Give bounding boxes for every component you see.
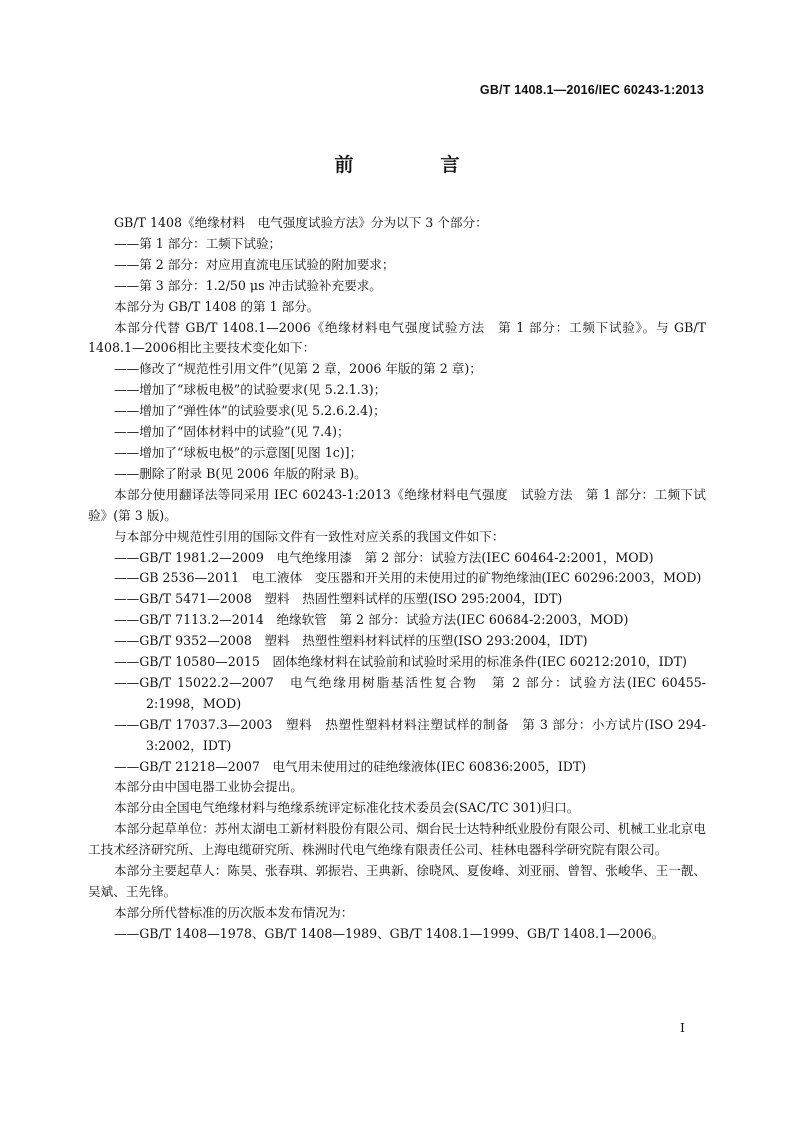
part-list-item: ——第 2 部分：对应用直流电压试验的附加要求； <box>114 256 395 272</box>
page-number: I <box>680 1020 685 1035</box>
reference-list-item: ——GB/T 15022.2—2007 电气绝缘用树脂基活性复合物 第 2 部分：试验方法(IEC 60455-2:1998，MOD) <box>114 674 706 711</box>
proposed-paragraph: 本部分由中国电器工业协会提出。 <box>114 779 303 795</box>
page-title: 前 言 <box>334 154 494 176</box>
part-list-item: ——第 1 部分：工频下试验； <box>114 235 282 251</box>
this-part-paragraph: 本部分为 GB/T 1408 的第 1 部分。 <box>114 298 320 314</box>
change-list-item: ——增加了“固体材料中的试验”(见 7.4)； <box>114 424 350 440</box>
references-intro-paragraph: 与本部分中规范性引用的国际文件有一致性对应关系的我国文件如下： <box>114 528 505 544</box>
change-list-item: ——增加了“球板电极”的试验要求(见 5.2.1.3)； <box>114 382 387 398</box>
centralized-paragraph: 本部分由全国电气绝缘材料与绝缘系统评定标准化技术委员会(SAC/TC 301)归口。 <box>114 800 580 816</box>
reference-list-item: ——GB 2536—2011 电工液体 变压器和开关用的未使用过的矿物绝缘油(IEC 60296:2003，MOD) <box>114 570 702 586</box>
reference-list-item: ——GB/T 7113.2—2014 绝缘软管 第 2 部分：试验方法(IEC 60684-2:2003，MOD) <box>114 612 629 628</box>
history-intro-paragraph: 本部分所代替标准的历次版本发布情况为： <box>114 904 354 920</box>
reference-list-item: ——GB/T 1981.2—2009 电气绝缘用漆 第 2 部分：试验方法(IEC 60464-2:2001，MOD) <box>114 549 654 565</box>
change-list-item: ——增加了“球板电极”的示意图[见图 1c)]； <box>114 444 363 460</box>
reference-list-item: ——GB/T 9352—2008 塑料 热塑性塑料材料试样的压塑(ISO 293:2004，IDT) <box>114 633 588 649</box>
reference-list-item: ——GB/T 17037.3—2003 塑料 热塑性塑料材料注塑试样的制备 第 3 部分：小方试片(ISO 294-3:2002，IDT) <box>114 716 706 753</box>
reference-list-item: ——GB/T 10580—2015 固体绝缘材料在试验前和试验时采用的标准条件(IEC 60212:2010，IDT) <box>114 654 687 670</box>
foreword-body <box>88 213 706 945</box>
history-list-item: ——GB/T 1408—1978、GB/T 1408—1989、GB/T 1408.1—1999、GB/T 1408.1—2006。 <box>114 925 665 941</box>
standard-code: GB/T 1408.1—2016/IEC 60243-1:2013 <box>479 83 704 97</box>
part-list-item: ——第 3 部分：1.2/50 μs 冲击试验补充要求。 <box>114 277 382 293</box>
replaces-paragraph: 本部分代替 GB/T 1408.1—2006《绝缘材料电气强度试验方法 第 1 部分：工频下试验》。与 GB/T 1408.1—2006相比主要技术变化如下： <box>88 319 706 356</box>
translation-paragraph: 本部分使用翻译法等同采用 IEC 60243-1:2013《绝缘材料电气强度 试验方法 第 1 部分：工频下试验》(第 3 版)。 <box>88 486 706 523</box>
change-list-item: ——修改了“规范性引用文件”(见第 2 章，2006 年版的第 2 章)； <box>114 361 482 377</box>
change-list-item: ——删除了附录 B(见 2006 年版的附录 B)。 <box>114 465 367 481</box>
change-list-item: ——增加了“弹性体”的试验要求(见 5.2.6.2.4)； <box>114 403 386 419</box>
drafters-paragraph: 本部分主要起草人：陈昊、张春琪、郭振岩、王典新、徐晓风、夏俊峰、刘亚丽、曾智、张峻华、王一靓、吴斌、王先锋。 <box>88 863 706 899</box>
reference-list-item: ——GB/T 5471—2008 塑料 热固性塑料试样的压塑(ISO 295:2004，IDT) <box>114 591 563 607</box>
reference-list-item: ——GB/T 21218—2007 电气用未使用过的硅绝缘液体(IEC 60836:2005，IDT) <box>114 758 587 774</box>
intro-paragraph: GB/T 1408《绝缘材料 电气强度试验方法》分为以下 3 个部分： <box>114 215 488 230</box>
drafting-units-paragraph: 本部分起草单位：苏州太湖电工新材料股份有限公司、烟台民士达特种纸业股份有限公司、机械工业北京电工技术经济研究所、上海电缆研究所、株洲时代电气绝缘有限责任公司、桂林电器科学研究院有限公司。 <box>88 821 706 858</box>
